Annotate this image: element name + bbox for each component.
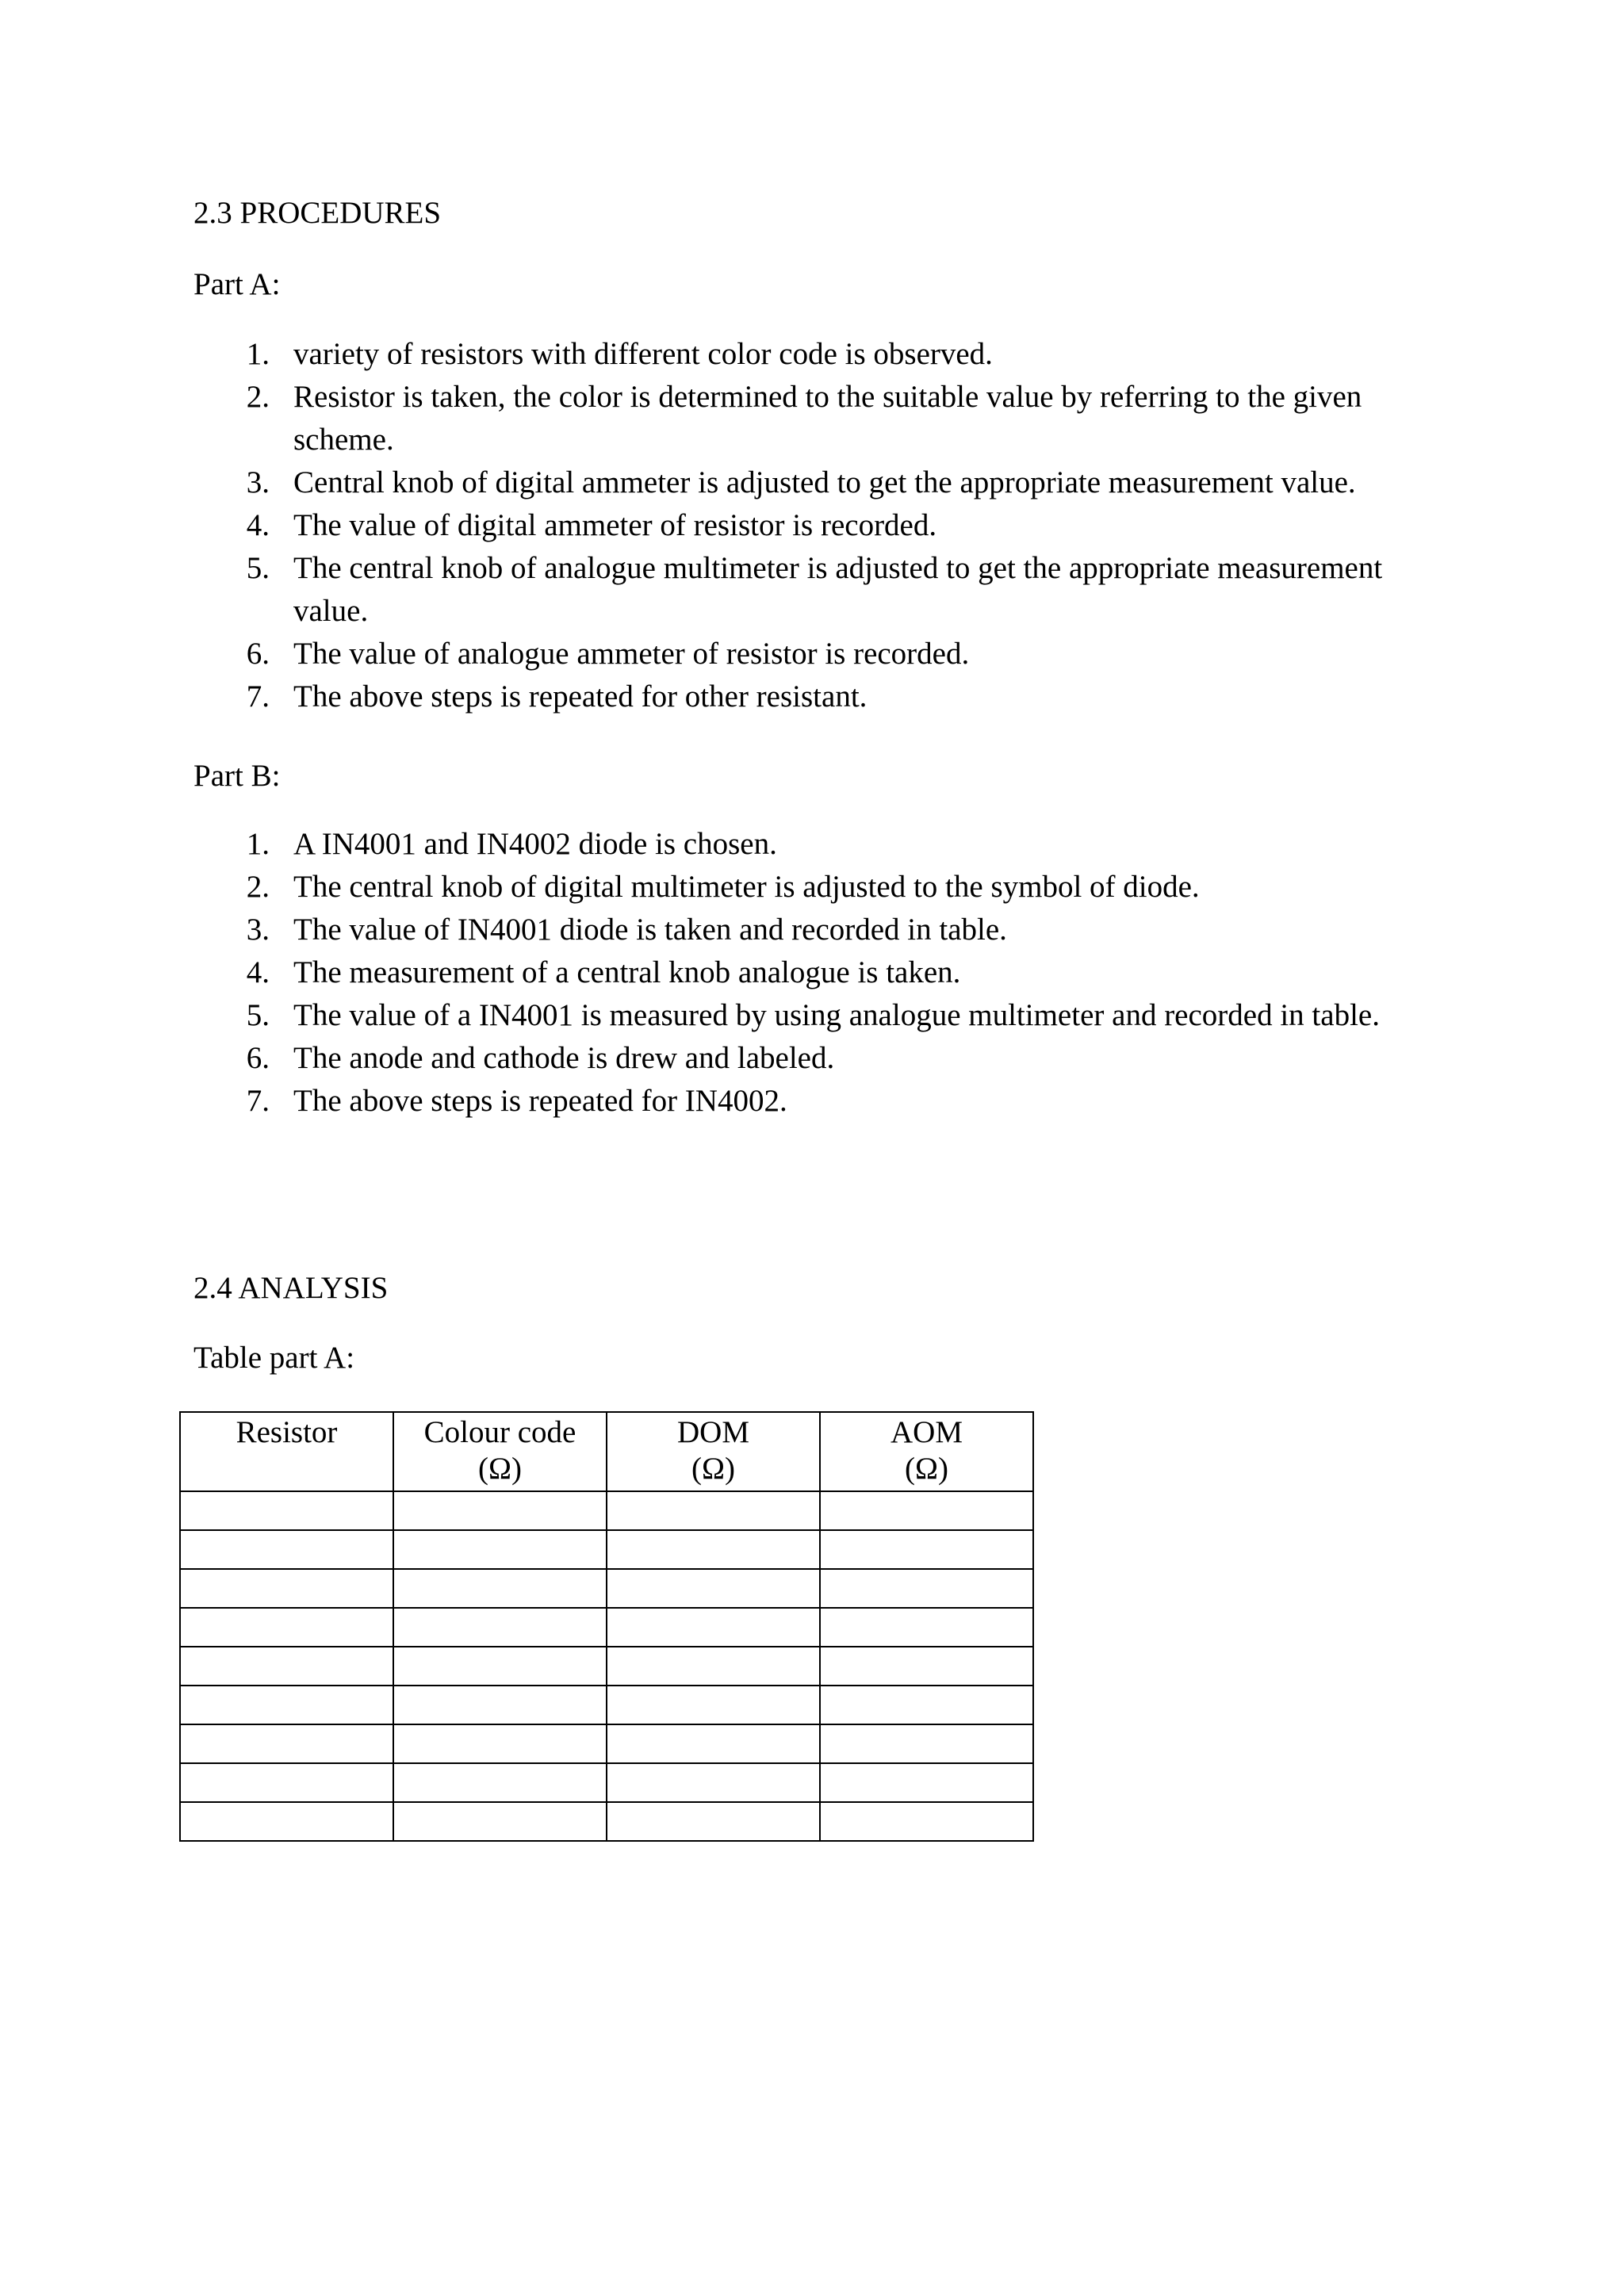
table-cell bbox=[607, 1686, 820, 1724]
header-aom bbox=[820, 1412, 1033, 1491]
table-cell bbox=[820, 1569, 1033, 1608]
table-cell bbox=[180, 1569, 393, 1608]
table-cell bbox=[393, 1686, 607, 1724]
list-item bbox=[193, 633, 1446, 675]
step-text: The central knob of digital multimeter is adjusted to the symbol of diode. bbox=[293, 870, 1200, 904]
part-a-label: Part A: bbox=[193, 267, 281, 301]
table-cell bbox=[180, 1724, 393, 1763]
header-unit: (Ω) bbox=[478, 1452, 522, 1486]
list-item bbox=[193, 909, 1446, 951]
table-cell bbox=[607, 1608, 820, 1647]
step-number: 4. bbox=[246, 955, 270, 989]
table-cell bbox=[393, 1569, 607, 1608]
table-cell bbox=[393, 1724, 607, 1763]
resistor-table bbox=[179, 1411, 1034, 1842]
header-line: AOM bbox=[890, 1415, 963, 1449]
table-row bbox=[180, 1802, 1033, 1841]
step-text: The value of a IN4001 is measured by using analogue multimeter and recorded in table. bbox=[293, 998, 1380, 1032]
list-item bbox=[193, 1037, 1446, 1080]
table-header-row bbox=[180, 1412, 1033, 1491]
table-body bbox=[180, 1491, 1033, 1841]
step-text: The value of IN4001 diode is taken and recorded in table. bbox=[293, 913, 1007, 947]
table-cell bbox=[820, 1530, 1033, 1569]
step-number: 4. bbox=[246, 508, 270, 542]
step-number: 5. bbox=[246, 551, 270, 585]
header-line: Colour code bbox=[423, 1415, 576, 1449]
table-cell bbox=[820, 1647, 1033, 1686]
table-row bbox=[180, 1724, 1033, 1763]
step-number: 2. bbox=[246, 380, 270, 414]
table-cell bbox=[180, 1647, 393, 1686]
step-text: A IN4001 and IN4002 diode is chosen. bbox=[293, 827, 777, 861]
list-item bbox=[193, 376, 1446, 461]
step-text: The above steps is repeated for other resistant. bbox=[293, 679, 868, 714]
step-text: Central knob of digital ammeter is adjusted to get the appropriate measurement value. bbox=[293, 465, 1356, 499]
header-unit: (Ω) bbox=[691, 1452, 735, 1486]
table-cell bbox=[180, 1802, 393, 1841]
table-cell bbox=[820, 1724, 1033, 1763]
step-text: variety of resistors with different color code is observed. bbox=[293, 337, 993, 371]
step-number: 7. bbox=[246, 1084, 270, 1118]
part-a-steps bbox=[193, 333, 1446, 718]
step-number: 3. bbox=[246, 913, 270, 947]
header-resistor bbox=[180, 1412, 393, 1491]
table-row bbox=[180, 1647, 1033, 1686]
step-number: 6. bbox=[246, 1041, 270, 1075]
step-text: The central knob of analogue multimeter is adjusted to get the appropriate measurement value. bbox=[293, 551, 1383, 628]
table-row bbox=[180, 1763, 1033, 1802]
table-cell bbox=[607, 1569, 820, 1608]
table-row bbox=[180, 1608, 1033, 1647]
list-item bbox=[193, 823, 1446, 866]
list-item bbox=[193, 994, 1446, 1037]
step-text: The value of analogue ammeter of resistor is recorded. bbox=[293, 637, 970, 671]
table-row bbox=[180, 1491, 1033, 1530]
table-cell bbox=[393, 1530, 607, 1569]
table-cell bbox=[180, 1763, 393, 1802]
table-cell bbox=[180, 1491, 393, 1530]
step-number: 7. bbox=[246, 679, 270, 714]
table-cell bbox=[820, 1763, 1033, 1802]
table-cell bbox=[180, 1686, 393, 1724]
table-label: Table part A: bbox=[193, 1341, 355, 1375]
table-cell bbox=[393, 1802, 607, 1841]
list-item bbox=[193, 504, 1446, 547]
step-text: The above steps is repeated for IN4002. bbox=[293, 1084, 787, 1118]
list-item bbox=[193, 461, 1446, 504]
header-dom bbox=[607, 1412, 820, 1491]
procedures-heading: 2.3 PROCEDURES bbox=[193, 196, 442, 230]
list-item bbox=[193, 675, 1446, 718]
list-item bbox=[193, 333, 1446, 376]
table-cell bbox=[607, 1763, 820, 1802]
table-cell bbox=[820, 1491, 1033, 1530]
table-cell bbox=[820, 1686, 1033, 1724]
list-item bbox=[193, 1080, 1446, 1123]
list-item bbox=[193, 547, 1446, 633]
header-unit: (Ω) bbox=[905, 1452, 948, 1486]
table-cell bbox=[393, 1608, 607, 1647]
table-cell bbox=[607, 1491, 820, 1530]
table-row bbox=[180, 1530, 1033, 1569]
table-cell bbox=[393, 1763, 607, 1802]
header-line: DOM bbox=[676, 1415, 749, 1449]
table-cell bbox=[607, 1530, 820, 1569]
analysis-heading: 2.4 ANALYSIS bbox=[193, 1271, 389, 1305]
table-cell bbox=[180, 1530, 393, 1569]
step-text: Resistor is taken, the color is determined to the suitable value by referring to the given scheme. bbox=[293, 380, 1362, 457]
step-text: The value of digital ammeter of resistor is recorded. bbox=[293, 508, 937, 542]
table-cell bbox=[393, 1491, 607, 1530]
table-cell bbox=[607, 1802, 820, 1841]
table-cell bbox=[820, 1802, 1033, 1841]
table-cell bbox=[393, 1647, 607, 1686]
step-number: 1. bbox=[246, 827, 270, 861]
part-b-label: Part B: bbox=[193, 759, 281, 793]
table-row bbox=[180, 1686, 1033, 1724]
step-number: 5. bbox=[246, 998, 270, 1032]
step-number: 2. bbox=[246, 870, 270, 904]
table-row bbox=[180, 1569, 1033, 1608]
header-colour-code bbox=[393, 1412, 607, 1491]
table-cell bbox=[607, 1724, 820, 1763]
table-cell bbox=[820, 1608, 1033, 1647]
list-item bbox=[193, 951, 1446, 994]
part-b-steps bbox=[193, 823, 1446, 1123]
header-line: Resistor bbox=[236, 1415, 338, 1449]
table-cell bbox=[607, 1647, 820, 1686]
step-number: 1. bbox=[246, 337, 270, 371]
list-item bbox=[193, 866, 1446, 909]
table-cell bbox=[180, 1608, 393, 1647]
step-number: 3. bbox=[246, 465, 270, 499]
step-number: 6. bbox=[246, 637, 270, 671]
step-text: The anode and cathode is drew and labeled. bbox=[293, 1041, 835, 1075]
step-text: The measurement of a central knob analogue is taken. bbox=[293, 955, 961, 989]
